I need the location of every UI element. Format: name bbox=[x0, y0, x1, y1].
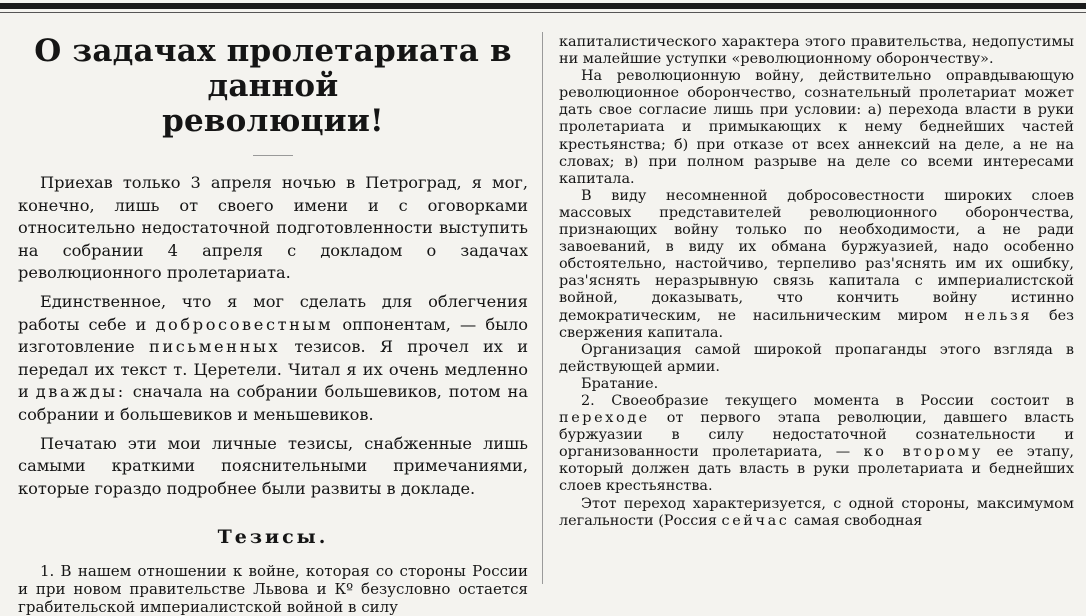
paragraph-transition: Этот переход характеризуется, с одной стороны, максимумом легальности (Россия сейчас самая свободная bbox=[559, 495, 1074, 529]
paragraph-publishing: Печатаю эти мои личные тезисы, снабженные лишь самыми краткими пояснительными примечаниями, которые гораздо подробнее были развиты в докладе. bbox=[18, 433, 528, 498]
left-column bbox=[18, 34, 528, 616]
right-column bbox=[559, 34, 1074, 530]
thesis-2: 2. Своеобразие текущего момента в России состоит в переходе от первого этапа революции, давшего власть буржуазии в силу недостаточной сознательности и организованности пролетариата, — ко второму ее этапу, который должен дать власть в руки пролетариата и беднейших слоев крестьянства. bbox=[559, 392, 1074, 495]
header-rule-thick bbox=[0, 3, 1086, 9]
title-line-1: О задачах пролетариата в данной bbox=[34, 33, 512, 104]
title-separator bbox=[253, 155, 293, 156]
title-line-2: революции! bbox=[162, 103, 384, 139]
theses-heading: Тезисы. bbox=[217, 526, 329, 549]
paragraph-intro: Приехав только 3 апреля ночью в Петроград, я мог, конечно, лишь от своего имени и с оговорками относительно недостаточной подготовленности выступить на собрании 4 апреля с докладом о задачах революционного пролетариата. bbox=[18, 173, 528, 283]
paragraph-revolutionary-war: На революционную войну, действительно оправдывающую революционное оборончество, сознательный пролетариат может дать свое согласие лишь при условии: а) перехода власти в руки пролетариата и примыкающих к нему беднейших частей крестьянства; б) при отказе от всех аннексий на деле, а не на словах; в) при полном разрыве на деле со всеми интересами капитала. bbox=[559, 68, 1074, 187]
thesis-1-start: 1. В нашем отношении к войне, которая со стороны России и при новом правительстве Львова и Кº безусловно остается грабительской империалистской войной в силу bbox=[18, 562, 528, 616]
paragraph-propaganda: Организация самой широкой пропаганды этого взгляда в действующей армии. bbox=[559, 341, 1074, 375]
paragraph-fraternization: Братание. bbox=[581, 375, 659, 392]
paragraph-theses-origin: Единственное, что я мог сделать для облегчения работы себе и добросовестным оппонентам, — было изготовление письменных тезисов. Я прочел их и передал их текст т. Церетели. Читал я их очень медленно и дважды: сначала на собрании большевиков, потом на собрании и большевиков и меньшевиков. bbox=[18, 291, 529, 424]
column-divider bbox=[542, 32, 543, 584]
thesis-1-continuation: капиталистического характера этого правительства, недопустимы ни малейшие уступки «революционному оборончеству». bbox=[559, 34, 1074, 68]
header-rule-thin bbox=[0, 12, 1086, 13]
article-title bbox=[18, 34, 528, 139]
paragraph-explanation: В виду несомненной добросовестности широких слоев массовых представителей революционного оборончества, признающих войну только по необходимости, а не ради завоеваний, в виду их обмана буржуазией, надо особенно обстоятельно, настойчиво, терпеливо раз'яснять им их ошибку, раз'яснять неразрывную связь капитала с империалистской войной, доказывать, что кончить войну истинно демократическим, не насильническим миром нельзя без свержения капитала. bbox=[559, 187, 1074, 341]
